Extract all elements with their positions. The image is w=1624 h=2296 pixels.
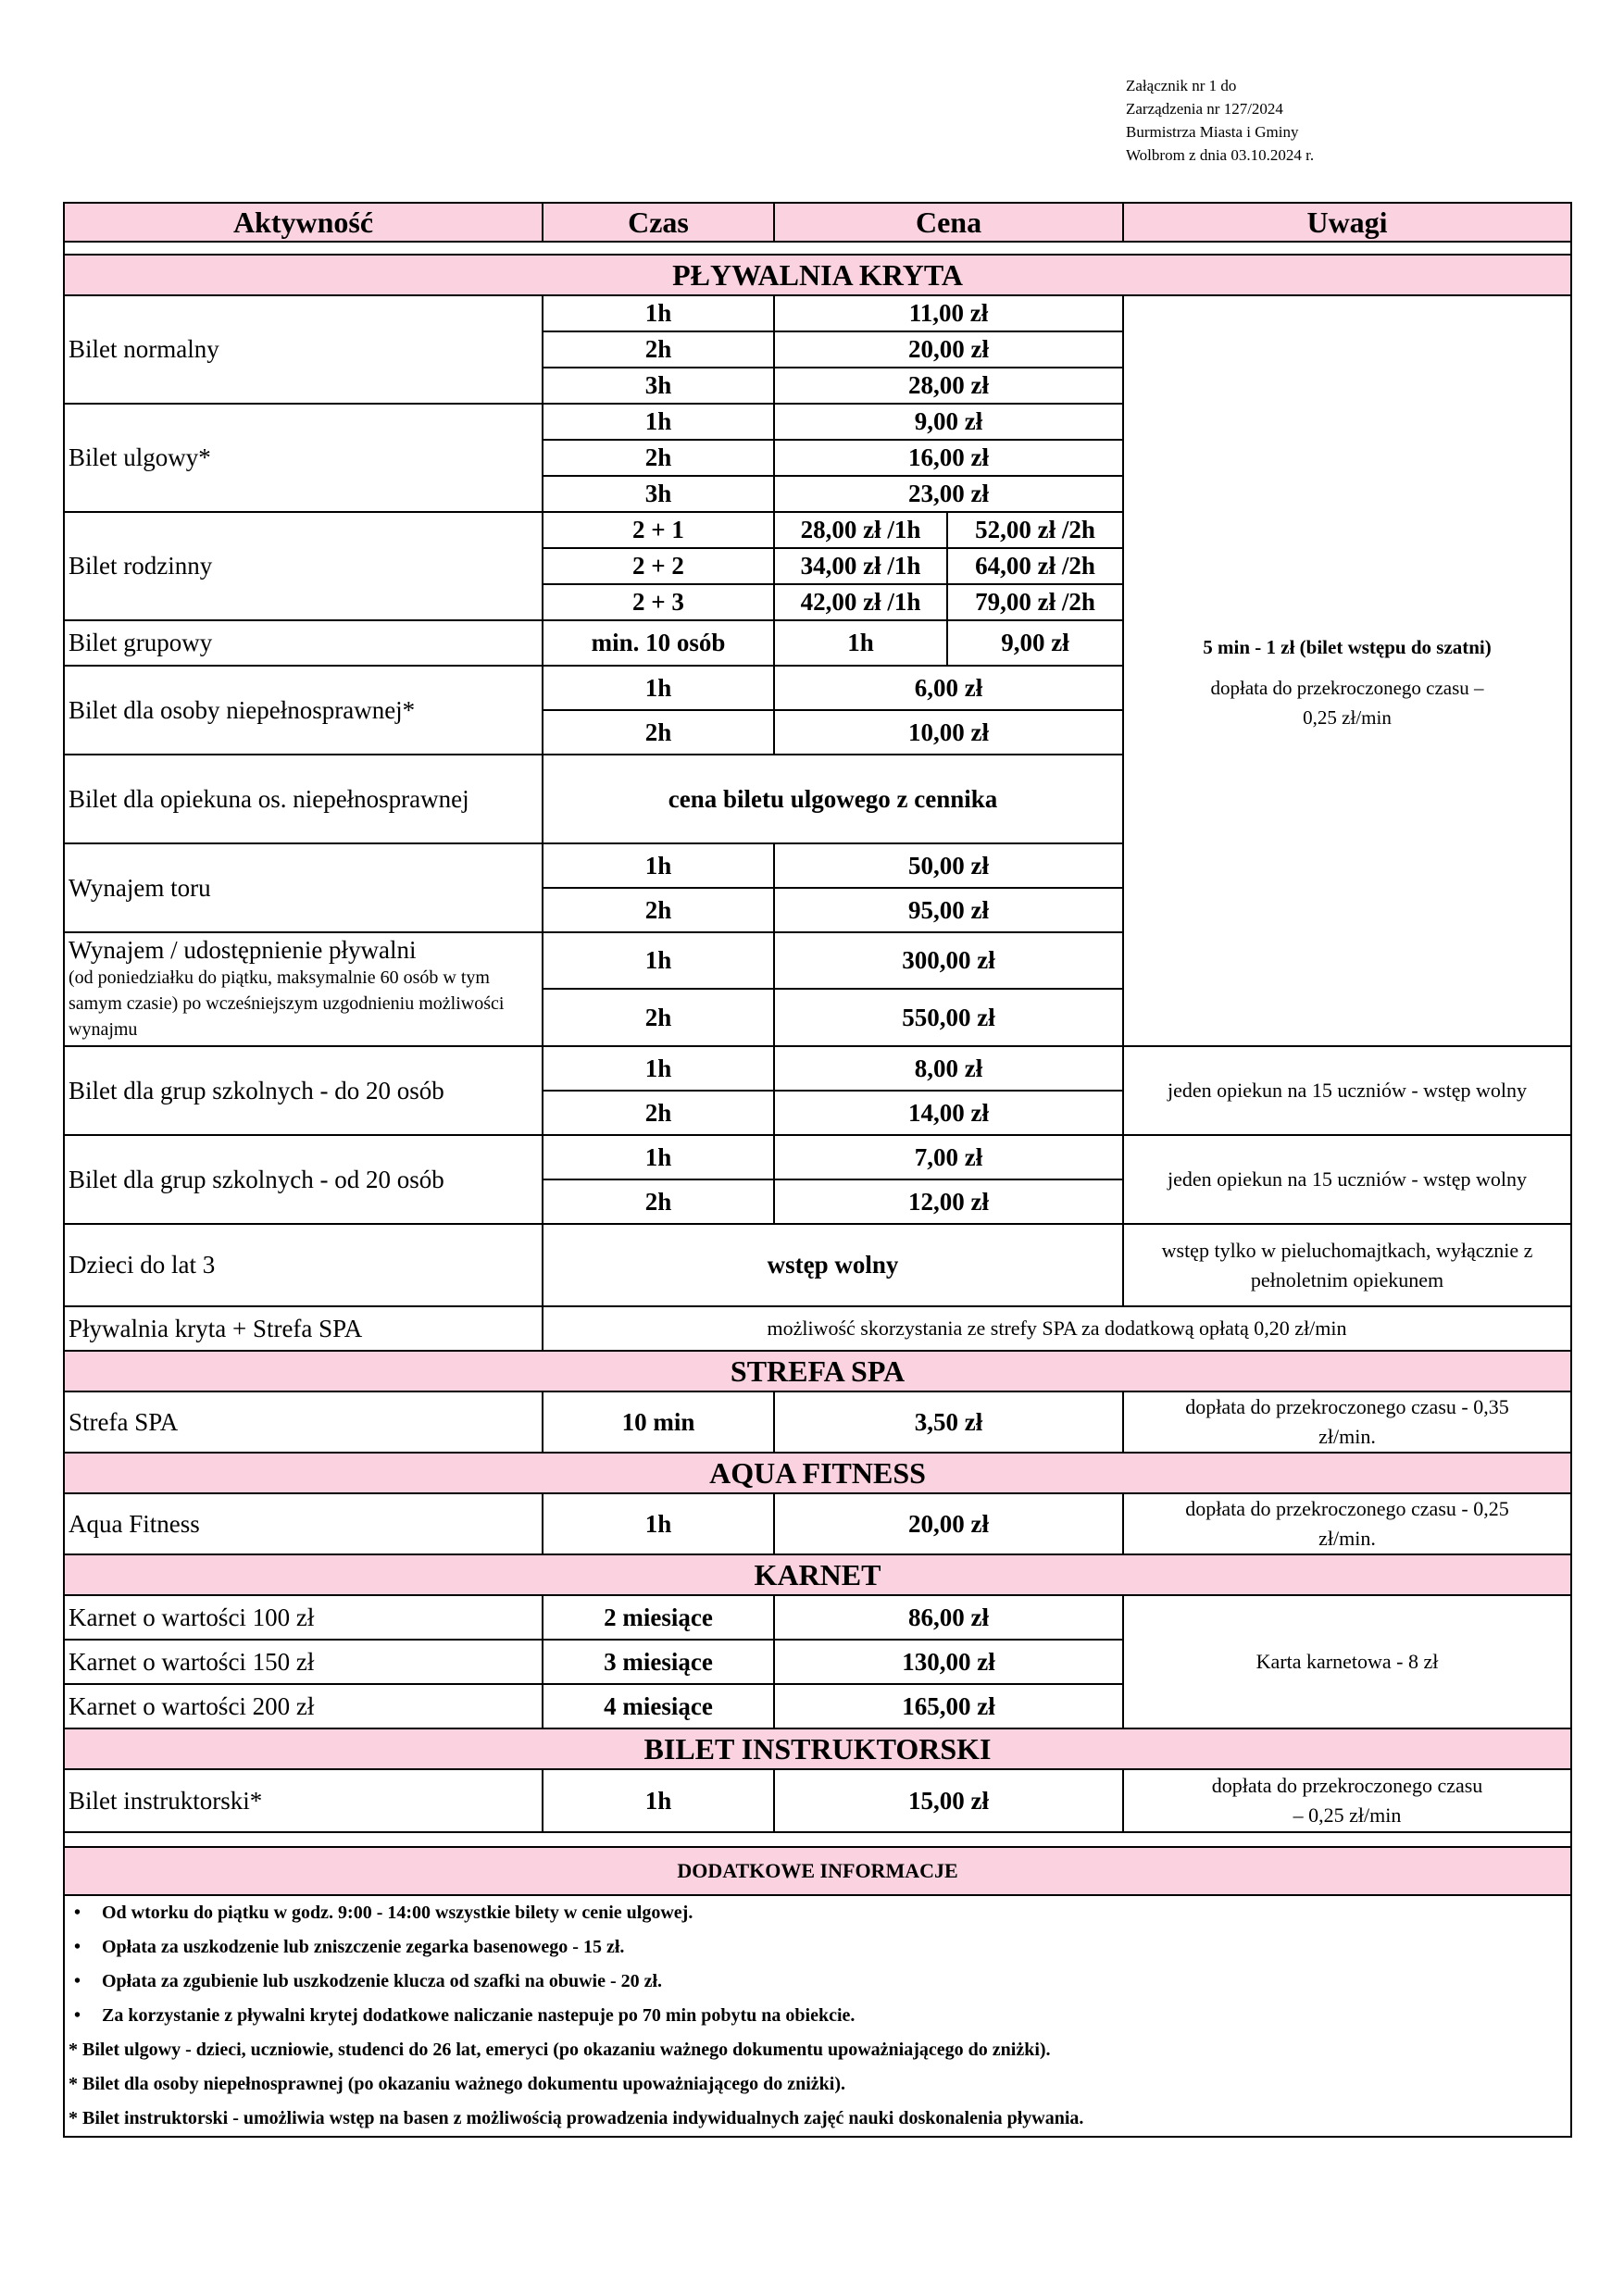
price-cell: 130,00 zł <box>774 1640 1123 1684</box>
time-cell: 2 + 3 <box>543 584 774 620</box>
time-cell: 2 miesiące <box>543 1595 774 1640</box>
price-cell: 16,00 zł <box>774 440 1123 476</box>
note-cell <box>1123 1391 1571 1453</box>
activity-label: Pływalnia kryta + Strefa SPA <box>64 1306 543 1351</box>
price-cell: 50,00 zł <box>774 843 1123 888</box>
time-cell: 10 min <box>543 1391 774 1453</box>
header-activity: Aktywność <box>64 203 543 242</box>
price-cell: 20,00 zł <box>774 331 1123 368</box>
note-main: 5 min - 1 zł (bilet wstępu do szatni) <box>1203 635 1492 658</box>
table-row <box>64 1224 1571 1306</box>
price-cell: 20,00 zł <box>774 1493 1123 1554</box>
time-cell: 2h <box>543 1179 774 1224</box>
price-cell: 165,00 zł <box>774 1684 1123 1728</box>
footnote: * Bilet ulgowy - dzieci, uczniowie, studenci do 26 lat, emeryci (po okazaniu ważnego dokumentu upoważniającego do zniżki). <box>69 2040 1051 2060</box>
activity-label: Bilet ulgowy* <box>64 404 543 512</box>
time-cell: 1h <box>543 404 774 440</box>
price-table <box>63 202 1572 2138</box>
table-row <box>64 1306 1571 1351</box>
section-title: BILET INSTRUKTORSKI <box>64 1728 1571 1769</box>
time-cell: 3h <box>543 476 774 512</box>
price-cell: 64,00 zł /2h <box>947 548 1123 584</box>
price-cell: 300,00 zł <box>774 932 1123 989</box>
note-cell: jeden opiekun na 15 uczniów - wstęp wolny <box>1123 1135 1571 1224</box>
note-cell: Karta karnetowa - 8 zł <box>1123 1595 1571 1728</box>
header-time: Czas <box>543 203 774 242</box>
list-item <box>69 1896 1567 1930</box>
annex-line: Załącznik nr 1 do <box>1126 77 1237 94</box>
section-title: PŁYWALNIA KRYTA <box>64 255 1571 295</box>
activity-label: Dzieci do lat 3 <box>64 1224 543 1306</box>
footnote: * Bilet instruktorski - umożliwia wstęp na basen z możliwością prowadzenia indywidualnych zajęć nauki doskonalenia pływania. <box>69 2108 1084 2128</box>
list-item <box>69 1999 1567 2033</box>
price-cell: 8,00 zł <box>774 1046 1123 1091</box>
activity-label: Karnet o wartości 100 zł <box>64 1595 543 1640</box>
time-cell: 3h <box>543 368 774 404</box>
annex-note <box>1126 74 1314 167</box>
price-cell: 86,00 zł <box>774 1595 1123 1640</box>
table-row <box>64 1769 1571 1832</box>
section-spa <box>64 1351 1571 1391</box>
list-item-text: Za korzystanie z pływalni krytej dodatkowe naliczanie nastepuje po 70 min pobytu na obiekcie. <box>102 2005 856 2026</box>
section-title: AQUA FITNESS <box>64 1453 1571 1493</box>
extra-info-title: DODATKOWE INFORMACJE <box>64 1847 1571 1895</box>
time-cell: 1h <box>543 1769 774 1832</box>
extra-info-body <box>64 1895 1571 2137</box>
price-cell: 42,00 zł /1h <box>774 584 947 620</box>
activity-label: Bilet instruktorski* <box>64 1769 543 1832</box>
time-cell: 2h <box>543 331 774 368</box>
note-text: dopłata do przekroczonego czasu – 0,25 zł/min <box>1211 1774 1483 1827</box>
table-row <box>64 1595 1571 1640</box>
price-cell: 34,00 zł /1h <box>774 548 947 584</box>
pool-rent-title: Wynajem / udostępnienie pływalni <box>69 936 417 964</box>
price-cell: 12,00 zł <box>774 1179 1123 1224</box>
time-cell: 1h <box>543 295 774 331</box>
price-cell: 6,00 zł <box>774 666 1123 710</box>
time-cell: 2 + 1 <box>543 512 774 548</box>
time-cell: 2 + 2 <box>543 548 774 584</box>
price-cell: 3,50 zł <box>774 1391 1123 1453</box>
list-item <box>69 1965 1567 1999</box>
table-row <box>64 1391 1571 1453</box>
activity-label: Aqua Fitness <box>64 1493 543 1554</box>
price-cell: 550,00 zł <box>774 989 1123 1046</box>
price-cell: 9,00 zł <box>947 620 1123 666</box>
time-cell: 2h <box>543 989 774 1046</box>
section-title: KARNET <box>64 1554 1571 1595</box>
price-cell: cena biletu ulgowego z cennika <box>543 755 1123 843</box>
table-row <box>64 1046 1571 1091</box>
bullet-icon: • <box>74 1937 81 1957</box>
activity-label: Bilet dla grup szkolnych - od 20 osób <box>64 1135 543 1224</box>
price-cell: 28,00 zł /1h <box>774 512 947 548</box>
note-cell: wstęp tylko w pieluchomajtkach, wyłącznie z pełnoletnim opiekunem <box>1123 1224 1571 1306</box>
activity-label <box>64 932 543 1046</box>
activity-label: Strefa SPA <box>64 1391 543 1453</box>
time-cell: 1h <box>543 1046 774 1091</box>
table-row <box>64 1135 1571 1179</box>
section-indoor <box>64 255 1571 295</box>
time-cell: 1h <box>543 843 774 888</box>
note-cell: możliwość skorzystania ze strefy SPA za dodatkową opłatą 0,20 zł/min <box>543 1306 1571 1351</box>
note-cell: jeden opiekun na 15 uczniów - wstęp wolny <box>1123 1046 1571 1135</box>
bullet-icon: • <box>74 1903 81 1923</box>
price-cell: 79,00 zł /2h <box>947 584 1123 620</box>
note-extra: dopłata do przekroczonego czasu – 0,25 zł/min <box>1210 676 1484 729</box>
list-item-text: Opłata za zgubienie lub uszkodzenie klucza od szafki na obuwie - 20 zł. <box>102 1971 663 1991</box>
price-cell: 15,00 zł <box>774 1769 1123 1832</box>
price-cell: 28,00 zł <box>774 368 1123 404</box>
list-item-text: Od wtorku do piątku w godz. 9:00 - 14:00 wszystkie bilety w cenie ulgowej. <box>102 1903 693 1923</box>
extra-info-list <box>69 1896 1567 2033</box>
list-item <box>69 1930 1567 1965</box>
price-cell: 52,00 zł /2h <box>947 512 1123 548</box>
time-cell: min. 10 osób <box>543 620 774 666</box>
time-cell: 1h <box>543 1135 774 1179</box>
annex-line: Zarządzenia nr 127/2024 <box>1126 100 1283 118</box>
table-header <box>64 203 1571 242</box>
price-cell: 10,00 zł <box>774 710 1123 755</box>
activity-label: Karnet o wartości 200 zł <box>64 1684 543 1728</box>
activity-label: Bilet rodzinny <box>64 512 543 620</box>
time-cell: 1h <box>543 666 774 710</box>
annex-line: Burmistrza Miasta i Gminy <box>1126 123 1299 141</box>
table-row <box>64 295 1571 331</box>
price-cell: wstęp wolny <box>543 1224 1123 1306</box>
list-item-text: Opłata za uszkodzenie lub zniszczenie zegarka basenowego - 15 zł. <box>102 1937 625 1957</box>
section-aqua <box>64 1453 1571 1493</box>
extra-info-content <box>64 1895 1571 2137</box>
activity-label: Bilet normalny <box>64 295 543 404</box>
price-cell: 7,00 zł <box>774 1135 1123 1179</box>
time-cell: 1h <box>543 932 774 989</box>
table-row <box>64 1493 1571 1554</box>
activity-label: Bilet dla osoby niepełnosprawnej* <box>64 666 543 755</box>
note-cell <box>1123 1493 1571 1554</box>
section-pass <box>64 1554 1571 1595</box>
activity-label: Bilet grupowy <box>64 620 543 666</box>
bullet-icon: • <box>74 1971 81 1991</box>
annex-line: Wolbrom z dnia 03.10.2024 r. <box>1126 146 1315 164</box>
time-cell: 2h <box>543 440 774 476</box>
note-text: dopłata do przekroczonego czasu - 0,25 zł/min. <box>1185 1497 1509 1550</box>
header-price: Cena <box>774 203 1123 242</box>
activity-label: Wynajem toru <box>64 843 543 932</box>
time-cell: 2h <box>543 1091 774 1135</box>
time-cell: 2h <box>543 888 774 932</box>
price-cell: 23,00 zł <box>774 476 1123 512</box>
section-title: STREFA SPA <box>64 1351 1571 1391</box>
note-text: dopłata do przekroczonego czasu - 0,35 zł/min. <box>1185 1395 1509 1448</box>
price-cell: 11,00 zł <box>774 295 1123 331</box>
extra-info-header <box>64 1847 1571 1895</box>
time-cell: 1h <box>543 1493 774 1554</box>
time-cell: 1h <box>774 620 947 666</box>
time-cell: 3 miesiące <box>543 1640 774 1684</box>
activity-label: Bilet dla opiekuna os. niepełnosprawnej <box>64 755 543 843</box>
indoor-notes <box>1123 295 1571 1046</box>
pool-rent-subtitle: (od poniedziałku do piątku, maksymalnie 60 osób w tym samym czasie) po wcześniejszym uzgodnieniu możliwości wynajmu <box>69 967 505 1040</box>
price-cell: 95,00 zł <box>774 888 1123 932</box>
time-cell: 2h <box>543 710 774 755</box>
activity-label: Bilet dla grup szkolnych - do 20 osób <box>64 1046 543 1135</box>
note-cell <box>1123 1769 1571 1832</box>
header-notes: Uwagi <box>1123 203 1571 242</box>
price-cell: 14,00 zł <box>774 1091 1123 1135</box>
time-cell: 4 miesiące <box>543 1684 774 1728</box>
section-instructor <box>64 1728 1571 1769</box>
activity-label: Karnet o wartości 150 zł <box>64 1640 543 1684</box>
bullet-icon: • <box>74 2005 81 2026</box>
footnote: * Bilet dla osoby niepełnosprawnej (po okazaniu ważnego dokumentu upoważniającego do zniżki). <box>69 2074 845 2094</box>
price-cell: 9,00 zł <box>774 404 1123 440</box>
